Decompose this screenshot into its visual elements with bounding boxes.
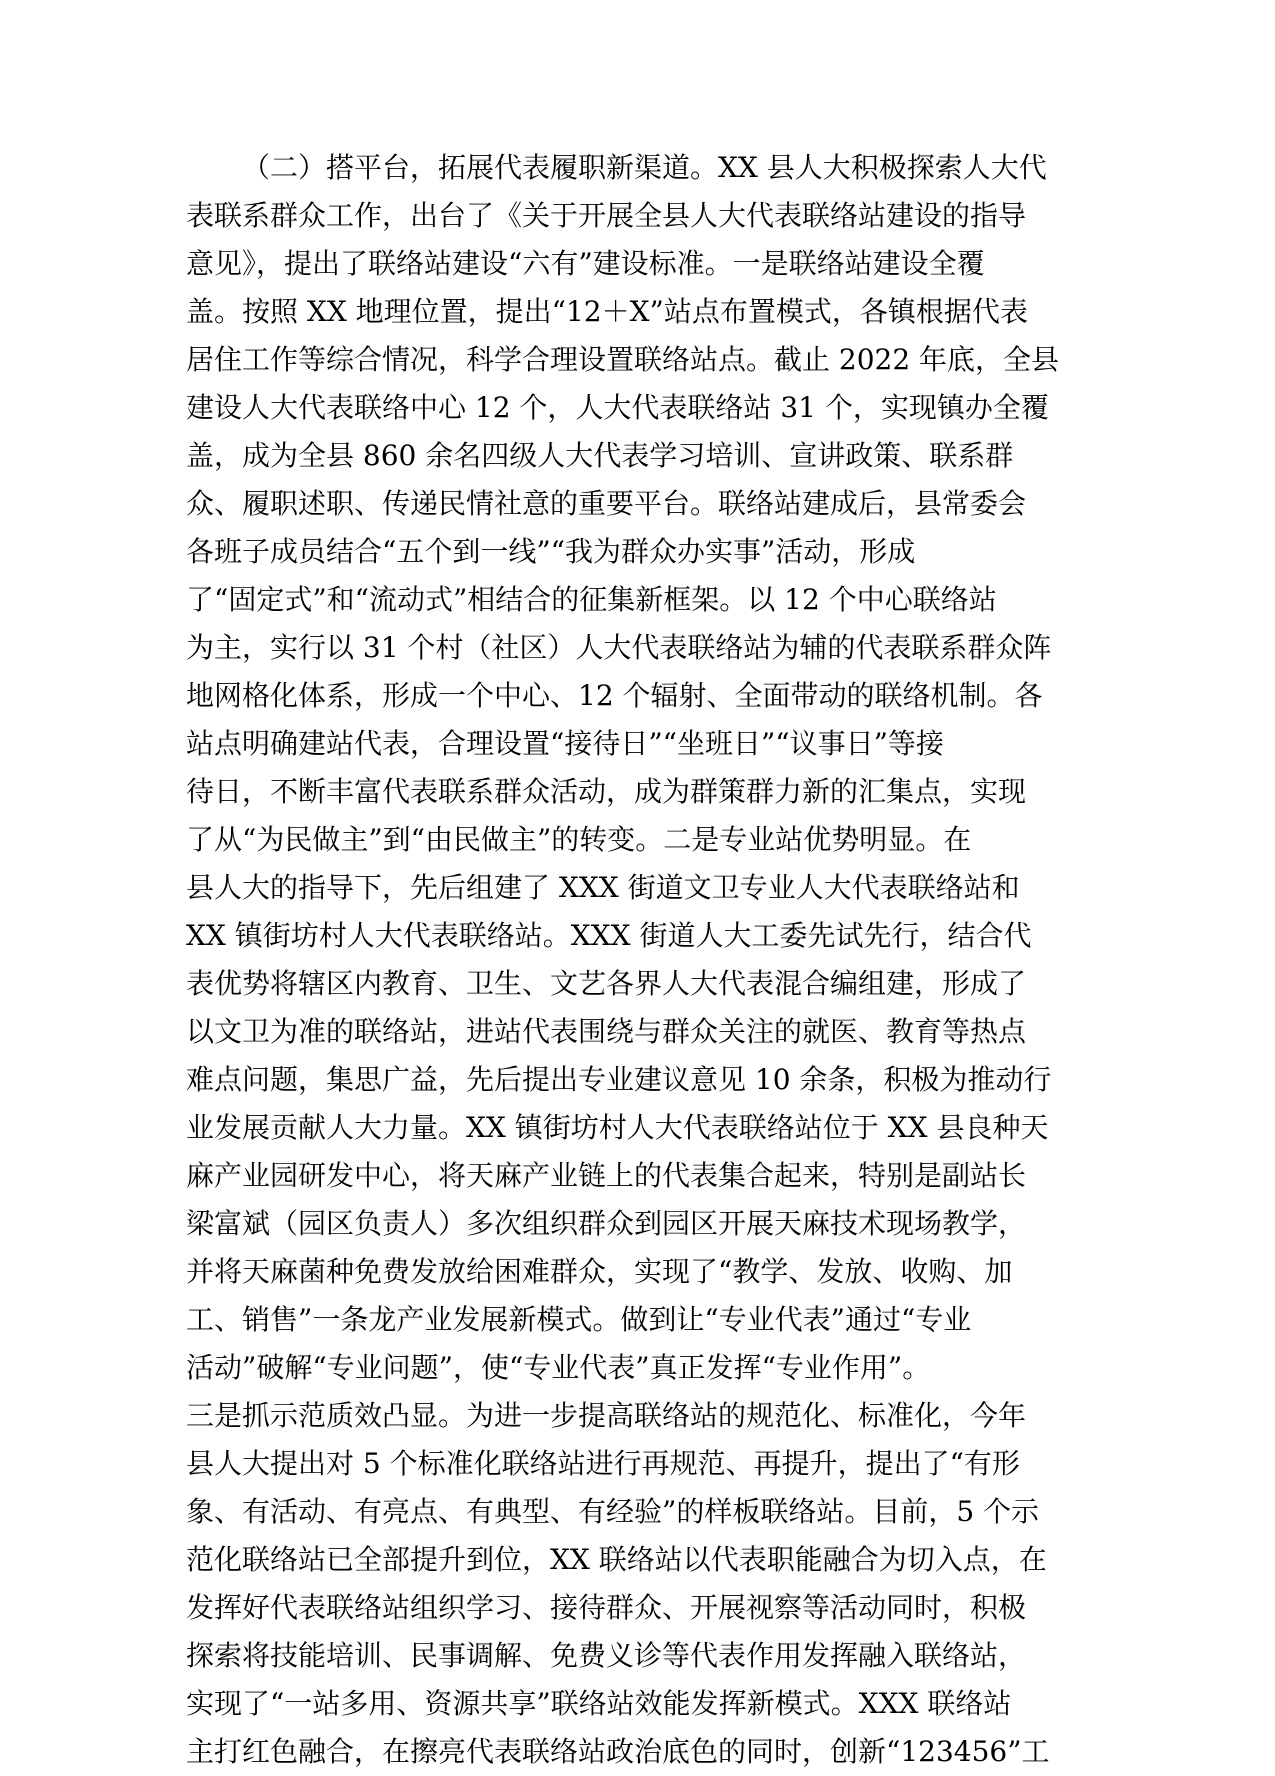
- paragraph-line: 实现了“一站多用、资源共享”联络站效能发挥新模式。XXX 联络站: [186, 1687, 1012, 1720]
- paragraph-line: 建设人大代表联络中心 12 个，人大代表联络站 31 个，实现镇办全覆: [186, 391, 1049, 424]
- paragraph-line: 为主，实行以 31 个村（社区）人大代表联络站为辅的代表联系群众阵: [186, 631, 1052, 664]
- paragraph-line: 表优势将辖区内教育、卫生、文艺各界人大代表混合编组建，形成了: [186, 967, 1027, 1000]
- paragraph-line: 工、销售”一条龙产业发展新模式。做到让“专业代表”通过“专业: [186, 1303, 972, 1336]
- paragraph-line: 了“固定式”和“流动式”相结合的征集新框架。以 12 个中心联络站: [186, 583, 997, 616]
- paragraph-line: 了从“为民做主”到“由民做主”的转变。二是专业站优势明显。在: [186, 823, 972, 856]
- paragraph-line: 难点问题，集思广益，先后提出专业建议意见 10 余条，积极为推动行: [186, 1063, 1052, 1096]
- paragraph-line: 站点明确建站代表，合理设置“接待日”“坐班日”“议事日”等接: [186, 727, 944, 760]
- paragraph-line: 发挥好代表联络站组织学习、接待群众、开展视察等活动同时，积极: [186, 1591, 1027, 1624]
- paragraph-line: 盖，成为全县 860 余名四级人大代表学习培训、宣讲政策、联系群: [186, 439, 1014, 472]
- paragraph-line: 众、履职述职、传递民情社意的重要平台。联络站建成后，县常委会: [186, 487, 1027, 520]
- paragraph-line: 三是抓示范质效凸显。为进一步提高联络站的规范化、标准化，今年: [186, 1399, 1027, 1432]
- paragraph-line: （二）搭平台，拓展代表履职新渠道。XX 县人大积极探索人大代: [242, 151, 1047, 184]
- paragraph-line: 地网格化体系，形成一个中心、12 个辐射、全面带动的联络机制。各: [186, 679, 1043, 712]
- paragraph-line: 梁富斌（园区负责人）多次组织群众到园区开展天麻技术现场教学，: [186, 1207, 1027, 1240]
- paragraph-line: 意见》，提出了联络站建设“六有”建设标准。一是联络站建设全覆: [186, 247, 985, 280]
- paragraph-line: 县人大的指导下，先后组建了 XXX 街道文卫专业人大代表联络站和: [186, 871, 1020, 904]
- paragraph-line: 居住工作等综合情况，科学合理设置联络站点。截止 2022 年底，全县: [186, 343, 1060, 376]
- paragraph-line: 县人大提出对 5 个标准化联络站进行再规范、再提升，提出了“有形: [186, 1447, 1020, 1480]
- paragraph-line: 盖。按照 XX 地理位置，提出“12＋X”站点布置模式，各镇根据代表: [186, 295, 1028, 328]
- paragraph-line: 活动”破解“专业问题”，使“专业代表”真正发挥“专业作用”。: [186, 1351, 931, 1384]
- paragraph-line: 各班子成员结合“五个到一线”“我为群众办实事”活动，形成: [186, 535, 916, 568]
- paragraph-line: 以文卫为准的联络站，进站代表围绕与群众关注的就医、教育等热点: [186, 1015, 1027, 1048]
- paragraph-line: 探索将技能培训、民事调解、免费义诊等代表作用发挥融入联络站，: [186, 1639, 1027, 1672]
- paragraph-line: 业发展贡献人大力量。XX 镇街坊村人大代表联络站位于 XX 县良种天: [186, 1111, 1049, 1144]
- paragraph-line: 麻产业园研发中心，将天麻产业链上的代表集合起来，特别是副站长: [186, 1159, 1027, 1192]
- body-paragraph: [186, 144, 1066, 1776]
- paragraph-line: 表联系群众工作，出台了《关于开展全县人大代表联络站建设的指导: [186, 199, 1027, 232]
- paragraph-line: 象、有活动、有亮点、有典型、有经验”的样板联络站。目前，5 个示: [186, 1495, 1040, 1528]
- paragraph-line: XX 镇街坊村人大代表联络站。XXX 街道人大工委先试先行，结合代: [186, 919, 1032, 952]
- paragraph-line: 范化联络站已全部提升到位，XX 联络站以代表职能融合为切入点，在: [186, 1543, 1047, 1576]
- paragraph-line: 主打红色融合，在擦亮代表联络站政治底色的同时，创新“123456”工: [186, 1735, 1050, 1768]
- paragraph-line: 待日，不断丰富代表联系群众活动，成为群策群力新的汇集点，实现: [186, 775, 1027, 808]
- paragraph-line: 并将天麻菌种免费发放给困难群众，实现了“教学、发放、收购、加: [186, 1255, 1013, 1288]
